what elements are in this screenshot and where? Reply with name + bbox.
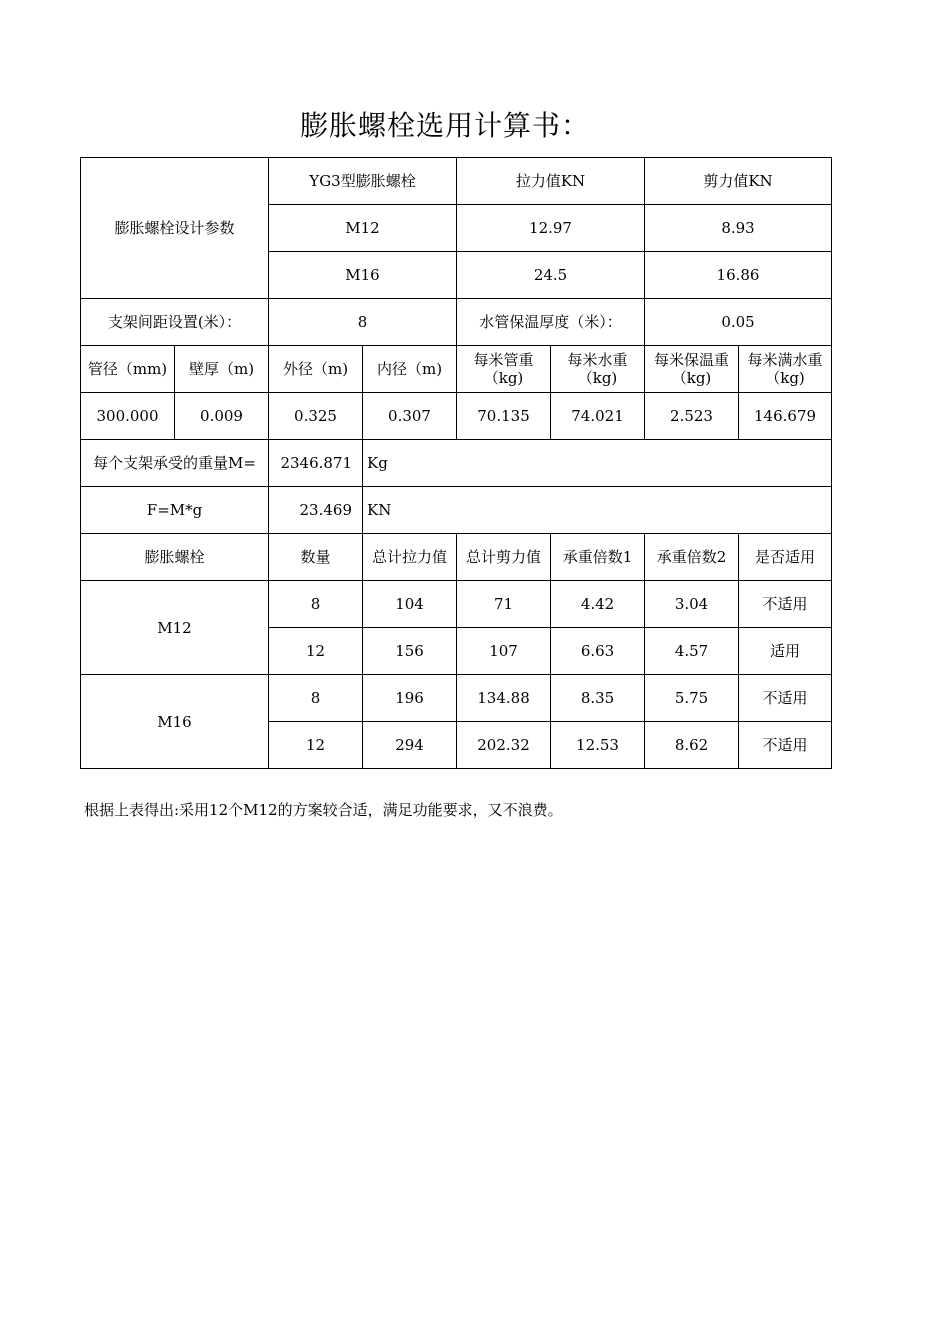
bolts-cell: 8.62 [645,722,739,769]
pipe-value: 74.021 [551,393,645,440]
bolts-cell: 3.04 [645,581,739,628]
bolts-header: 承重倍数2 [645,534,739,581]
bolts-cell: 适用 [739,628,832,675]
bolts-cell: 104 [363,581,457,628]
force-label: F=M*g [81,487,269,534]
params-header-row [81,158,832,205]
pipe-value: 2.523 [645,393,739,440]
params-cell: 16.86 [645,252,832,299]
params-cell: 8.93 [645,205,832,252]
bolts-cell: 196 [363,675,457,722]
force-unit: KN [363,487,832,534]
bolts-cell: 12 [269,628,363,675]
pipe-header: 内径（m) [363,346,457,393]
bolts-header: 是否适用 [739,534,832,581]
bolts-header: 总计拉力值 [363,534,457,581]
bolts-cell: 107 [457,628,551,675]
pipe-header: 每米管重（kg) [457,346,551,393]
bolts-header: 膨胀螺栓 [81,534,269,581]
pipe-value: 0.307 [363,393,457,440]
bolts-cell: 8 [269,581,363,628]
bolts-cell: 不适用 [739,675,832,722]
spacing-label: 支架间距设置(米）： [81,299,269,346]
pipe-value: 0.009 [175,393,269,440]
weight-value: 2346.871 [269,440,363,487]
bolts-cell: 4.57 [645,628,739,675]
bolts-cell: 134.88 [457,675,551,722]
spacing-row [81,299,832,346]
pipe-header: 每米满水重（kg) [739,346,832,393]
pipe-value: 70.135 [457,393,551,440]
pipe-value: 146.679 [739,393,832,440]
insulation-value: 0.05 [645,299,832,346]
insulation-label: 水管保温厚度（米）： [457,299,645,346]
bolts-cell: 4.42 [551,581,645,628]
page-title: 膨胀螺栓选用计算书： [299,109,590,142]
bolts-cell: 6.63 [551,628,645,675]
bolts-group-name: M12 [81,581,269,675]
bolts-cell: 12.53 [551,722,645,769]
conclusion-text: 根据上表得出:采用12个M12的方案较合适，满足功能要求，又不浪费。 [84,801,563,819]
params-header-model: YG3型膨胀螺栓 [269,158,457,205]
params-cell: 24.5 [457,252,645,299]
bolts-group-name: M16 [81,675,269,769]
params-cell: M12 [269,205,457,252]
bolts-cell: 202.32 [457,722,551,769]
bolts-header: 数量 [269,534,363,581]
pipe-value: 0.325 [269,393,363,440]
pipe-value: 300.000 [81,393,175,440]
bolts-header-row [81,534,832,581]
force-row [81,487,832,534]
bolts-cell: 不适用 [739,581,832,628]
pipe-values-row [81,393,832,440]
bolts-header: 承重倍数1 [551,534,645,581]
params-header-tension: 拉力值KN [457,158,645,205]
pipe-header: 每米保温重（kg) [645,346,739,393]
params-header-shear: 剪力值KN [645,158,832,205]
params-cell: 12.97 [457,205,645,252]
bolts-row [81,581,832,628]
pipe-header: 外径（m) [269,346,363,393]
bolts-cell: 5.75 [645,675,739,722]
bolts-cell: 8.35 [551,675,645,722]
pipe-header: 管径（mm) [81,346,175,393]
bolts-cell: 8 [269,675,363,722]
bolts-cell: 71 [457,581,551,628]
weight-label: 每个支架承受的重量M= [81,440,269,487]
weight-row [81,440,832,487]
params-cell: M16 [269,252,457,299]
bolts-cell: 12 [269,722,363,769]
bolts-cell: 不适用 [739,722,832,769]
bolts-cell: 294 [363,722,457,769]
bolts-header: 总计剪力值 [457,534,551,581]
bolts-cell: 156 [363,628,457,675]
pipe-header: 壁厚（m) [175,346,269,393]
pipe-header: 每米水重（kg) [551,346,645,393]
spacing-value: 8 [269,299,457,346]
bolts-row [81,675,832,722]
pipe-header-row [81,346,832,393]
weight-unit: Kg [363,440,832,487]
calculation-table [80,157,832,769]
force-value: 23.469 [269,487,363,534]
params-label: 膨胀螺栓设计参数 [81,158,269,299]
